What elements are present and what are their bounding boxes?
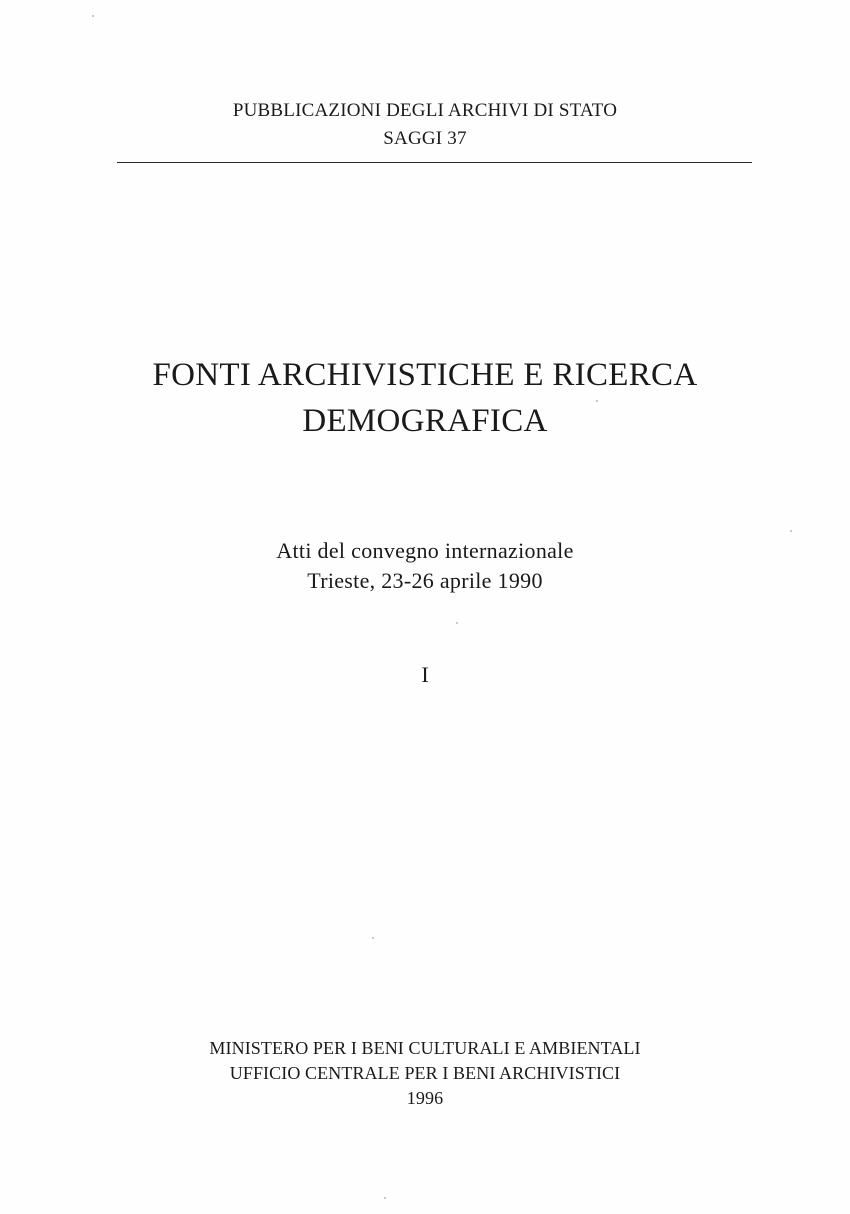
- title-line-1: FONTI ARCHIVISTICHE E RICERCA: [152, 357, 698, 393]
- scan-speck: [596, 400, 598, 402]
- subtitle-line-1: Atti del convegno internazionale: [276, 538, 574, 563]
- series-header: [0, 97, 850, 153]
- publication-year: 1996: [406, 1088, 444, 1108]
- series-name: PUBBLICAZIONI DEGLI ARCHIVI DI STATO: [232, 100, 618, 121]
- book-subtitle: [0, 536, 850, 596]
- scan-speck: [372, 937, 374, 939]
- publisher-office: UFFICIO CENTRALE PER I BENI ARCHIVISTICI: [229, 1063, 621, 1083]
- subtitle-line-2: Trieste, 23-26 aprile 1990: [307, 568, 543, 593]
- scan-speck: [92, 15, 94, 17]
- header-rule: [117, 162, 752, 163]
- book-title: [0, 352, 850, 444]
- volume-number: I: [421, 662, 429, 687]
- publisher-block: [0, 1036, 850, 1111]
- title-line-2: DEMOGRAFICA: [302, 403, 548, 439]
- series-number: SAGGI 37: [383, 128, 467, 149]
- scan-speck: [790, 530, 792, 532]
- scan-speck: [384, 1197, 386, 1199]
- scan-speck: [456, 622, 458, 624]
- publisher-ministry: MINISTERO PER I BENI CULTURALI E AMBIENTALI: [209, 1038, 641, 1058]
